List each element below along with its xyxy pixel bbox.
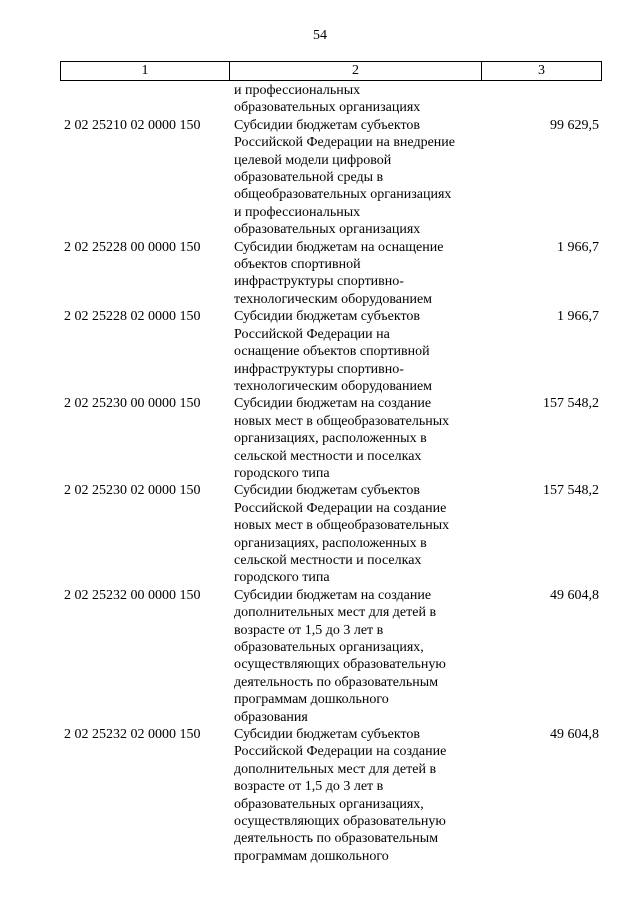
row-amount: 1 966,7 [557,239,599,255]
description-line: Субсидии бюджетам субъектов [234,727,421,743]
description-line: сельской местности и поселках [234,552,422,568]
table-row [60,482,602,586]
description-line: оснащение объектов спортивной [234,344,430,360]
table-row [60,395,602,482]
row-code: 2 02 25210 02 0000 150 [64,117,201,133]
description-line: Субсидии бюджетам субъектов [234,483,421,499]
description-line: Российской Федерации на [234,326,390,342]
description-line: и профессиональных [234,83,361,98]
description-line: образовательных организациях, [234,640,424,655]
table-row [60,308,602,395]
description-line: образовательных организациях [234,222,421,238]
description-line: программам дошкольного [234,848,389,864]
description-line: организациях, расположенных в [234,535,427,551]
description-line: Российской Федерации на создание [234,744,447,760]
description-line: Субсидии бюджетам на создание [234,587,432,603]
row-code: 2 02 25228 02 0000 150 [64,309,201,325]
table-row [60,587,602,726]
description-line: образовательной среды в [234,170,384,186]
description-line: Субсидии бюджетам на создание [234,396,432,412]
description-line: и профессиональных [234,204,361,220]
column-header-3: 3 [482,62,602,81]
description-line: деятельность по образовательным [234,831,439,847]
row-description [232,395,482,482]
table-row [60,239,602,309]
continuation-description [232,82,482,117]
description-line: осуществляющих образовательную [234,657,446,673]
page-number: 54 [313,28,327,43]
description-line: инфраструктуры спортивно- [234,274,404,290]
description-line: образовательных организациях, [234,796,424,812]
description-line: технологическим оборудованием [234,378,433,394]
description-line: деятельность по образовательным [234,674,439,690]
row-code: 2 02 25230 00 0000 150 [64,396,201,412]
description-line: целевой модели цифровой [234,152,392,168]
description-line: инфраструктуры спортивно- [234,361,404,377]
row-description [232,482,482,586]
description-line: общеобразовательных организациях [234,187,452,203]
row-amount: 1 966,7 [557,309,599,325]
description-line: городского типа [234,570,330,586]
description-line: сельской местности и поселках [234,448,422,464]
column-header-table [60,61,602,81]
description-line: технологическим оборудованием [234,291,433,307]
column-header-1: 1 [61,62,230,81]
description-line: новых мест в общеобразовательных [234,413,450,429]
description-line: Субсидии бюджетам субъектов [234,117,421,133]
row-amount: 49 604,8 [550,727,599,743]
row-amount: 157 548,2 [543,483,599,499]
row-description [232,117,482,239]
table-row [60,117,602,239]
table-row [60,726,602,865]
column-header-row [61,62,602,81]
description-line: объектов спортивной [234,257,361,273]
description-line: городского типа [234,465,330,481]
description-line: образовательных организациях [234,100,421,116]
row-code: 2 02 25228 00 0000 150 [64,239,201,255]
description-line: Субсидии бюджетам на оснащение [234,239,444,255]
row-code: 2 02 25232 00 0000 150 [64,587,201,603]
budget-rows [60,82,602,865]
row-amount: 49 604,8 [550,587,599,603]
description-line: программам дошкольного [234,692,389,708]
description-line: Субсидии бюджетам субъектов [234,309,421,325]
continuation-row [60,82,602,117]
column-header-2: 2 [230,62,482,81]
row-code: 2 02 25230 02 0000 150 [64,483,201,499]
description-line: возрасте от 1,5 до 3 лет в [234,622,384,638]
description-line: дополнительных мест для детей в [234,761,437,777]
description-line: осуществляющих образовательную [234,814,446,830]
description-line: образования [234,709,308,725]
row-description [232,308,482,395]
description-line: возрасте от 1,5 до 3 лет в [234,779,384,795]
row-amount: 157 548,2 [543,396,599,412]
row-amount: 99 629,5 [550,117,599,133]
description-line: Российской Федерации на создание [234,500,447,516]
description-line: новых мест в общеобразовательных [234,518,450,534]
description-line: Российской Федерации на внедрение [234,135,455,151]
row-description [232,587,482,726]
row-description [232,726,482,865]
row-code: 2 02 25232 02 0000 150 [64,727,201,743]
description-line: дополнительных мест для детей в [234,605,437,621]
description-line: организациях, расположенных в [234,431,427,447]
row-description [232,239,482,309]
